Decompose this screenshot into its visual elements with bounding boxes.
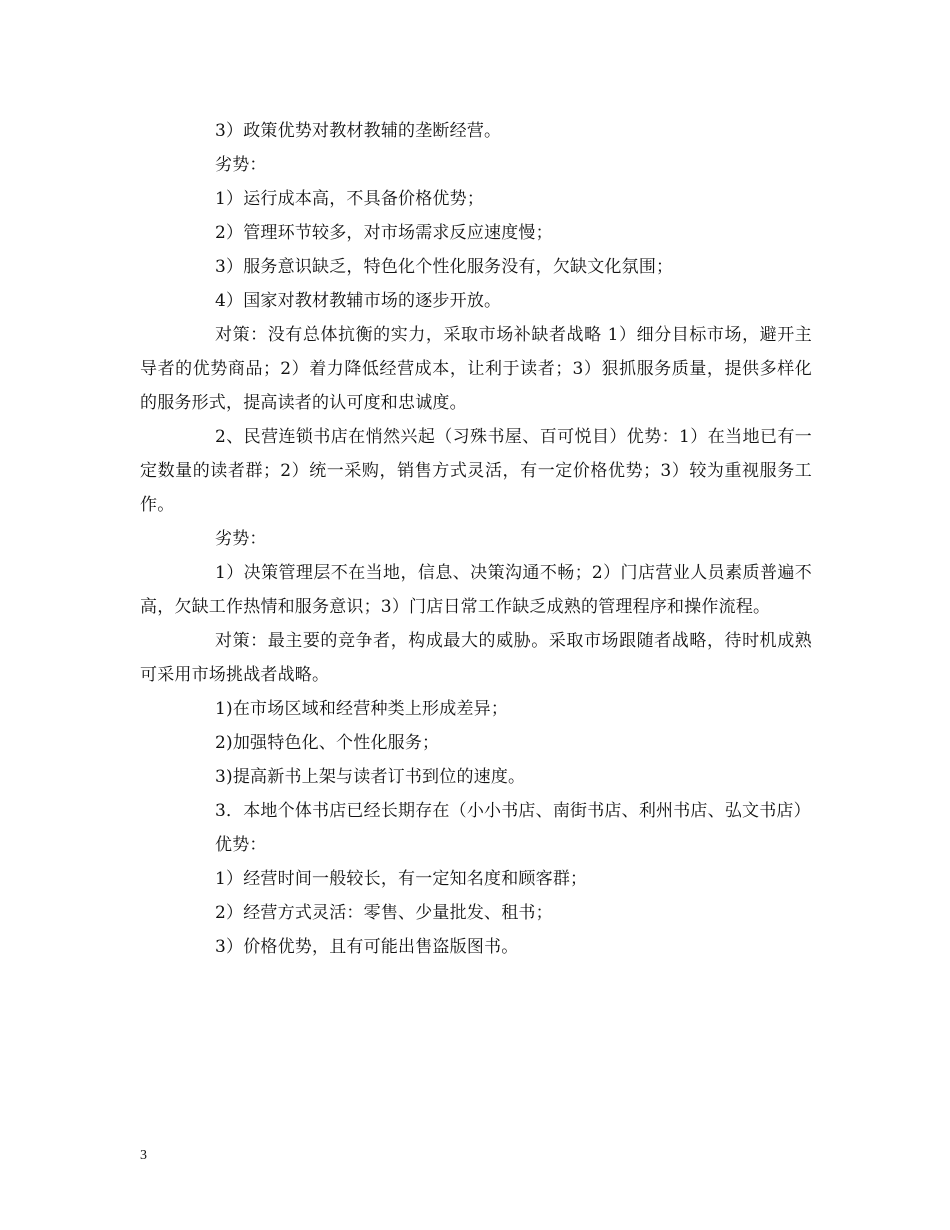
- paragraph: 对策：没有总体抗衡的实力，采取市场补缺者战略 1）细分目标市场，避开主导者的优势商品；2）着力降低经营成本，让利于读者；3）狠抓服务质量，提供多样化的服务形式，提高读者的认可度和忠诚度。: [140, 325, 812, 413]
- paragraph: 劣势：: [215, 155, 267, 175]
- page-number: 3: [140, 1148, 147, 1163]
- paragraph: 2)加强特色化、个性化服务；: [215, 733, 440, 753]
- paragraph: 3）服务意识缺乏，特色化个性化服务没有，欠缺文化氛围；: [215, 257, 674, 277]
- paragraph: 2、民营连锁书店在悄然兴起（习殊书屋、百可悦目）优势：1）在当地已有一定数量的读者群；2）统一采购，销售方式灵活，有一定价格优势；3）较为重视服务工作。: [140, 427, 812, 515]
- paragraph: 2）管理环节较多，对市场需求反应速度慢；: [215, 223, 553, 243]
- paragraph: 1)在市场区域和经营种类上形成差异；: [215, 699, 509, 719]
- paragraph: 对策：最主要的竞争者，构成最大的威胁。采取市场跟随者战略，待时机成熟可采用市场挑战者战略。: [140, 631, 812, 685]
- paragraph: 1）决策管理层不在当地，信息、决策沟通不畅；2）门店营业人员素质普遍不高，欠缺工作热情和服务意识；3）门店日常工作缺乏成熟的管理程序和操作流程。: [140, 563, 812, 617]
- paragraph: 3）价格优势，且有可能出售盗版图书。: [215, 937, 519, 957]
- paragraph: 3)提高新书上架与读者订书到位的速度。: [215, 767, 526, 787]
- paragraph: 优势：: [215, 835, 267, 855]
- paragraph: 1）经营时间一般较长，有一定知名度和顾客群；: [215, 869, 588, 889]
- paragraph: 劣势：: [215, 529, 267, 549]
- paragraph: 3．本地个体书店已经长期存在（小小书店、南街书店、利州书店、弘文书店）: [215, 801, 811, 821]
- document-body: [140, 114, 812, 964]
- paragraph: 4）国家对教材教辅市场的逐步开放。: [215, 291, 502, 311]
- paragraph: 2）经营方式灵活：零售、少量批发、租书；: [215, 903, 553, 923]
- paragraph: 1）运行成本高，不具备价格优势；: [215, 189, 485, 209]
- paragraph: 3）政策优势对教材教辅的垄断经营。: [215, 121, 502, 141]
